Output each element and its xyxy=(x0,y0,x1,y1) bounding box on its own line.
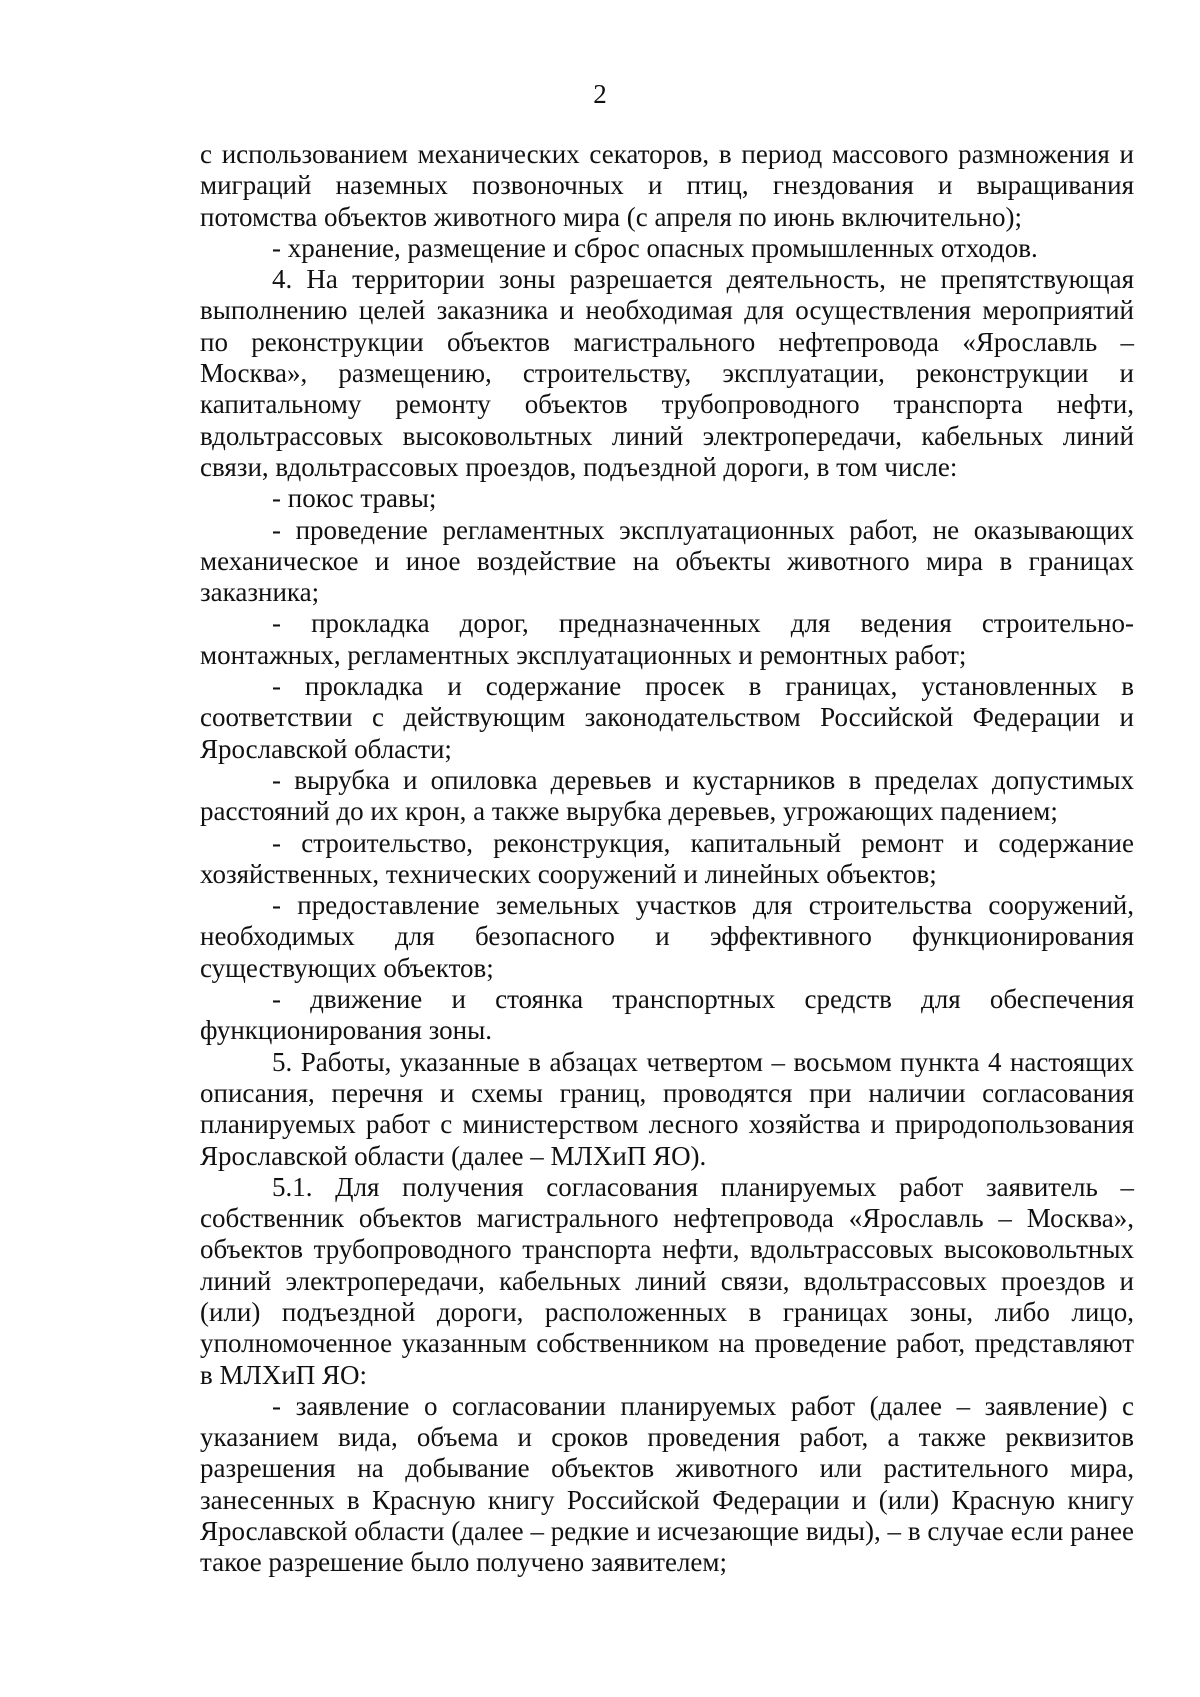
paragraph-item-5: 5. Работы, указанные в абзацах четвертом – восьмом пункта 4 настоящих описания, перечня и схемы границ, проводятся при наличии согласования планируемых работ с министерством лесного хозяйства и природопользования Ярославской области (далее – МЛХиП ЯО). xyxy=(200,1046,1134,1171)
list-item-vehicle-movement: - движение и стоянка транспортных средств для обеспечения функционирования зоны. xyxy=(200,984,1134,1046)
list-item-grass-mowing: - покос травы; xyxy=(272,483,437,514)
list-item-tree-felling: - вырубка и опиловка деревьев и кустарников в пределах допустимых расстояний до их крон, а также вырубка деревьев, угрожающих падением; xyxy=(200,764,1134,827)
paragraph-continuation: с использованием механических секаторов, в период массового размножения и миграций наземных позвоночных и птиц, гнездования и выращивания потомства объектов животного мира (с апреля по июнь включительно); xyxy=(200,139,1134,232)
paragraph-item-5-1: 5.1. Для получения согласования планируемых работ заявитель – собственник объектов магистрального нефтепровода «Ярославль – Москва», объектов трубопроводного транспорта нефти, вдольтрассовых высоковольтных линий электропередачи, кабельных линий связи, вдольтрассовых проездов и (или) подъездной дороги, расположенных в границах зоны, либо лицо, уполномоченное указанным собственником на проведение работ, представляют в МЛХиП ЯО: xyxy=(200,1171,1134,1390)
list-item-clearings: - прокладка и содержание просек в границах, установленных в соответствии с действующим законодательством Российской Федерации и Ярославской области; xyxy=(200,671,1134,764)
paragraph-item-4: 4. На территории зоны разрешается деятельность, не препятствующая выполнению целей заказника и необходимая для осуществления мероприятий по реконструкции объектов магистрального нефтепровода «Ярославль – Москва», размещению, строительству, эксплуатации, реконструкции и капитальному ремонту объектов трубопроводного транспорта нефти, вдольтрассовых высоковольтных линий электропередачи, кабельных линий связи, вдольтрассовых проездов, подъездной дороги, в том числе: xyxy=(200,264,1134,482)
list-item-application: - заявление о согласовании планируемых работ (далее – заявление) с указанием вида, объема и сроков проведения работ, а также реквизитов разрешения на добывание объектов животного или растительного мира, занесенных в Красную книгу Российской Федерации и (или) Красную книгу Ярославской области (далее – редкие и исчезающие виды), – в случае если ранее такое разрешение было получено заявителем; xyxy=(200,1390,1134,1578)
list-item-land-plots: - предоставление земельных участков для строительства сооружений, необходимых для безопасного и эффективного функционирования существующих объектов; xyxy=(200,890,1134,983)
list-item-construction: - строительство, реконструкция, капитальный ремонт и содержание хозяйственных, технических сооружений и линейных объектов; xyxy=(200,827,1134,889)
list-item-regulatory-works: - проведение регламентных эксплуатационных работ, не оказывающих механическое и иное воздействие на объекты животного мира в границах заказника; xyxy=(200,514,1134,608)
page-number: 2 xyxy=(593,79,607,109)
list-item-road-laying: - прокладка дорог, предназначенных для ведения строительно-монтажных, регламентных эксплуатационных и ремонтных работ; xyxy=(200,608,1134,670)
list-item-waste-storage: - хранение, размещение и сброс опасных промышленных отходов. xyxy=(272,232,1038,263)
document-body xyxy=(200,139,1134,1579)
